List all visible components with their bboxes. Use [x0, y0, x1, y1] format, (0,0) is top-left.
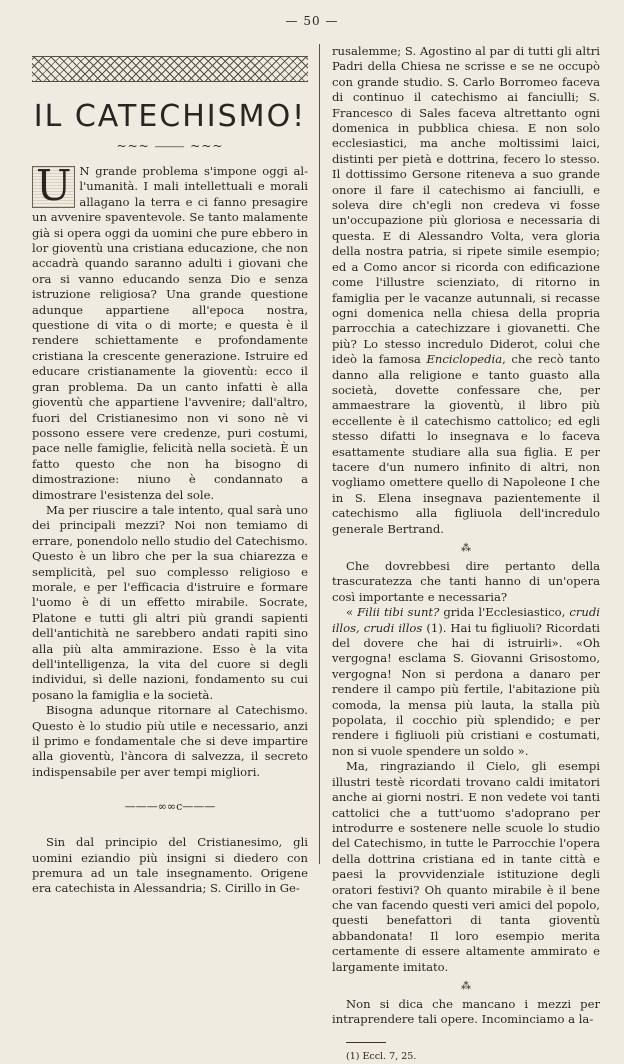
paragraph-1-text: N grande problema s'impone oggi al-l'umanità. I mali intellettuali e morali allagano la terra e ci fanno presagire un avvenire spaventevole. Se tanto malamente già si opera oggi da uomini che pure ebbero in lor gioventù una cristiana educazione, che non accadrà quando saranno adulti i giovani che ora si vanno educando senza Dio e senza istruzione religiosa? Una grande questione adunque appartiene all'epoca nostra, questione di vita o di morte; e questa è il rendere schiettamente e profondamente cristiana la crescente generazione. Istruire ed educare cristianamente la gioventù: ecco il gran problema. Da un canto infatti è alla gioventù che appartiene l'avvenire; dall'altro, fuori del Cristianesimo non vi sono nè vi possono essere vere credenze, puri costumi, pace nelle famiglie, felicità nella società. È un fatto questo che non ha bisogno di dimostrazione: niuno è condannato a dimostrare l'esistenza del sole. — [32, 164, 308, 502]
right-column — [332, 44, 600, 1064]
drop-cap-letter: U — [32, 166, 75, 208]
page-number: — 50 — — [285, 14, 339, 28]
paragraph-2: Ma per riuscire a tale intento, qual sarà uno dei principali mezzi? Noi non temiamo di errare, ponendolo nello studio del Catechismo. Questo è un libro che per la sua chiarezza e semplicità, pel suo complesso religioso e morale, e per l'efficacia d'istruire e formare l'uomo è di un effetto mirabile. Socrate, Platone e tutti gli altri più grandi sapienti dell'antichità ne sarebbero andati rapiti sino alla più alta ammirazione. Esso è la vita dell'intelligenza, la vita del cuore si degli individui, sì delle nazioni, fondamento su cui posano la famiglia e la società. — [32, 502, 308, 702]
paragraph-9: Non si dica che mancano i mezzi per intraprendere tali opere. Incominciamo a la- — [332, 996, 600, 1027]
paragraph-3: Bisogna adunque ritornare al Catechismo. Questo è lo studio più utile e necessario, anzi il primo e fondamentale che si deve impartire alla gioventù, l'àncora di salvezza, il secreto indispensabile per aver tempi migliori. — [32, 703, 308, 779]
left-column — [32, 44, 308, 897]
article-title: IL CATECHISMO! — [33, 99, 307, 134]
enciclopedia-italic: Enciclopedia — [426, 352, 503, 367]
footnote: (1) Eccl. 7, 25. — [346, 1050, 417, 1062]
paragraph-7: « Filii tibi sunt? grida l'Ecclesiastico, crudi illos, crudi illos (1). Hai tu figliuoli? Ricordati del dovere che hai di istruirli». «Oh vergogna! esclama S. Giovanni Grisostomo, vergogna! Non si perdona a danaro per rendere il campo più fertile, l'abitazione più comoda, la mensa più lauta, la stalla più popolata, il cocchio più splendido; e per rendere i figliuoli più cristiani e costumati, non si vuole spendere un soldo ». — [332, 605, 601, 758]
section-flourish: ———∞∞c——— — [124, 800, 216, 814]
paragraph-4: Sin dal principio del Cristianesimo, gli uomini eziandio più insigni si diedero con premura ad un tale insegnamento. Origene era catechista in Alessandria; S. Cirillo in Ge- — [32, 835, 308, 896]
asterism-separator: ⁂ — [461, 543, 471, 554]
column-divider — [319, 44, 320, 864]
footnote-rule — [346, 1042, 386, 1043]
paragraph-8: Ma, ringraziando il Cielo, gli esempi illustri testè ricordati trovano caldi imitatori anche ai giorni nostri. E non vedete voi tanti cattolici che a tutt'uomo s'adoprano per introdurre e sostenere nelle scuole lo studio del Catechismo, in tutte le Parrocchie l'opera della dottrina cristiana ed in tante città e paesi la provvidenziale istituzione degli oratori festivi? Oh quanto mirabile è il bene che van facendo questi veri amici del popolo, questi benefattori di tanta gioventù abbandonata! Il loro esempio merita certamente di essere altamente ammirato e largamente imitato. — [332, 759, 600, 974]
paragraph-6: Che dovrebbesi dire pertanto della trascuratezza che tanti hanno di un'opera così importante e necessaria? — [332, 559, 600, 604]
asterism-separator-2: ⁂ — [461, 980, 471, 992]
paragraph-1 — [32, 161, 308, 503]
paragraph-5: rusalemme; S. Agostino al par di tutti gli altri Padri della Chiesa ne scrisse e se ne occupò con grande studio. S. Carlo Borromeo faceva di continuo il catechismo ai fanciulli; S. Francesco di Sales faceva altrettanto ogni domenica in pubblica chiesa. E non solo ecclesiastici, ma anche moltissimi laici, distinti per pietà e dottrina, fecero lo stesso. Il dottissimo Gersone riteneva a suo grande onore il fare il catechismo ai fanciulli, e soleva dire ch'egli non credeva vi fosse un'occupazione più gloriosa e necessaria di questa. E di Alessandro Volta, vera gloria della nostra patria, si ripete simile esempio; ed a Como ancor si ricorda con edificazione come l'illustre scienziato, di ritorno in famiglia per le vacanze autunnali, si recasse ogni domenica nella chiesa della propria parrocchia a catechizzare i giovanetti. Che più? Lo stesso incredulo Diderot, colui che ideò la famosa Enciclopedia, che recò tanto danno alla religione e tanto guasto alla società, dovette confessare che, per ammaestrare la gioventù, il libro più eccellente è il catechismo cattolico; ed egli stesso difatti lo insegnava e lo faceva esattamente studiare alla sua figlia. E per tacere d'un numero infinito di altri, non vogliamo omettere quello di Napoleone I che in S. Elena insegnava pazientemente il catechismo alla figliuola dell'incredulo generale Bertrand. — [332, 44, 600, 536]
ornamental-header-band — [32, 56, 308, 82]
title-flourish: ~~~ ⸻ ~~~ — [116, 139, 224, 153]
